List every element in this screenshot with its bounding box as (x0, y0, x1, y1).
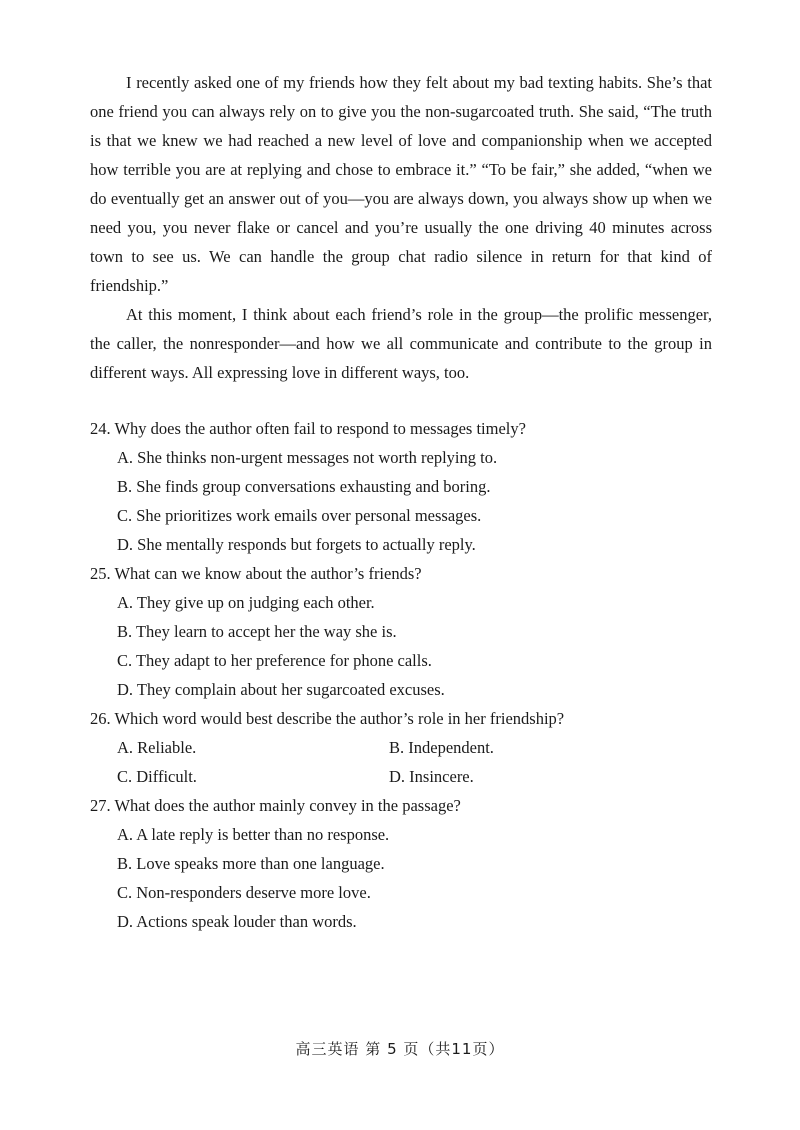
passage-paragraph: At this moment, I think about each friend’s role in the group—the prolific messenger, the caller, the nonresponder—and how we all communicate and contribute to the group in different ways. All expressing love in different ways, too. (90, 305, 712, 382)
option-a: A. Reliable. (117, 738, 197, 757)
question-stem: 25. What can we know about the author’s friends? (90, 564, 422, 583)
option-a: A. A late reply is better than no response. (117, 825, 390, 844)
reading-passage (90, 68, 712, 387)
option-d: D. They complain about her sugarcoated excuses. (117, 680, 445, 699)
option-c: C. They adapt to her preference for phone calls. (117, 651, 432, 670)
question-27 (90, 791, 712, 936)
option-row (117, 733, 712, 762)
question-stem: 27. What does the author mainly convey in the passage? (90, 796, 461, 815)
page-footer: 高三英语 第 5 页（共11页） (295, 1040, 505, 1058)
option-b: B. She finds group conversations exhausting and boring. (117, 477, 491, 496)
option-b: B. They learn to accept her the way she is. (117, 622, 397, 641)
question-25 (90, 559, 712, 704)
option-b: B. Love speaks more than one language. (117, 854, 385, 873)
option-d: D. She mentally responds but forgets to actually reply. (117, 535, 476, 554)
option-row (117, 762, 712, 791)
option-c: C. She prioritizes work emails over personal messages. (117, 506, 482, 525)
option-a: A. She thinks non-urgent messages not worth replying to. (117, 448, 498, 467)
option-b: B. Independent. (389, 738, 494, 757)
question-stem: 24. Why does the author often fail to respond to messages timely? (90, 419, 526, 438)
question-24 (90, 414, 712, 559)
option-d: D. Actions speak louder than words. (117, 912, 357, 931)
option-d: D. Insincere. (389, 767, 474, 786)
option-c: C. Difficult. (117, 767, 197, 786)
passage-paragraph: I recently asked one of my friends how they felt about my bad texting habits. She’s that one friend you can always rely on to give you the non-sugarcoated truth. She said, “The truth is that we knew we had reached a new level of love and companionship when we accepted how terrible you are at replying and chose to embrace it.” “To be fair,” she added, “when we do eventually get an answer out of you—you are always down, you always show up when we need you, you never flake or cancel and you’re usually the one driving 40 minutes across town to see us. We can handle the group chat radio silence in return for that kind of friendship.” (90, 73, 712, 295)
question-stem: 26. Which word would best describe the author’s role in her friendship? (90, 709, 565, 728)
question-list (90, 414, 712, 936)
option-a: A. They give up on judging each other. (117, 593, 375, 612)
question-26 (90, 704, 712, 791)
option-c: C. Non-responders deserve more love. (117, 883, 371, 902)
